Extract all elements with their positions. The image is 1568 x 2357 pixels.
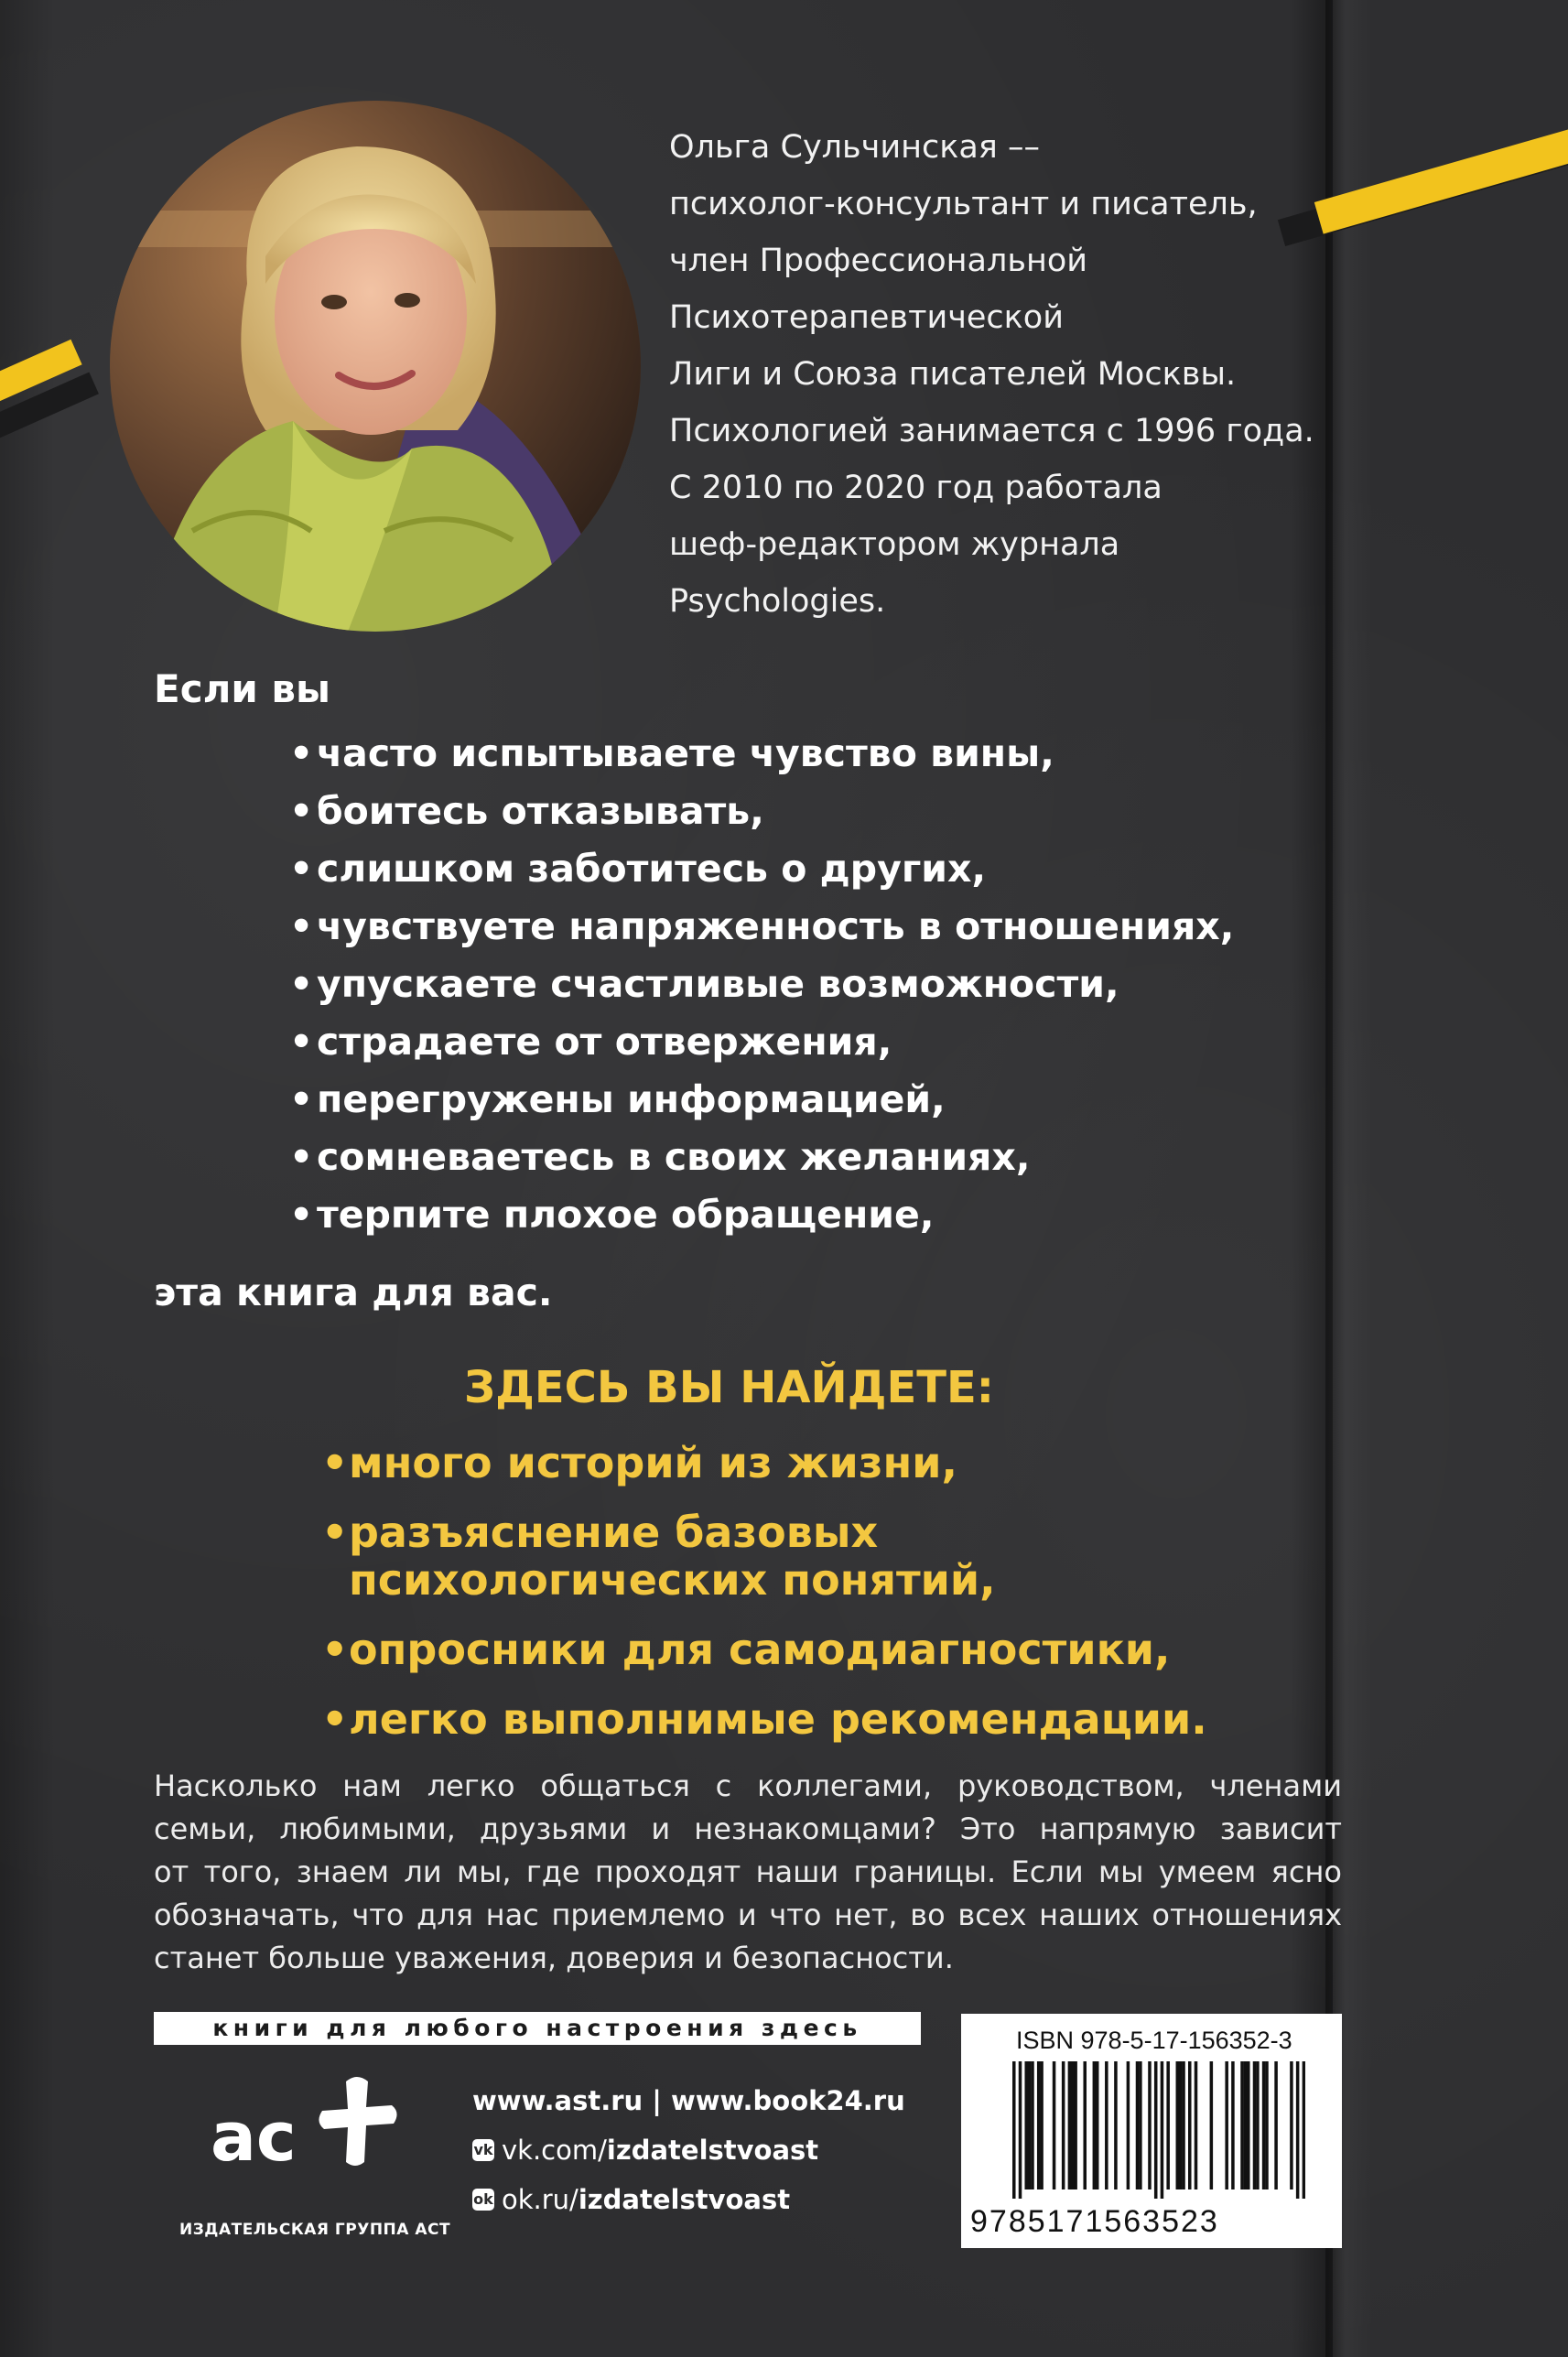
find-here-list: [321, 1438, 1207, 1765]
bio-line: психолог-консультант и писатель,: [669, 186, 1258, 222]
list-item: [289, 1131, 1234, 1189]
ok-icon: ok: [472, 2189, 494, 2211]
barcode-bar: [1253, 2061, 1257, 2189]
bio-line: Психотерапевтической: [669, 299, 1064, 336]
barcode-bar: [1062, 2061, 1065, 2189]
ok-handle: izdatelstvoast: [578, 2184, 791, 2215]
barcode-bar: [1028, 2061, 1032, 2189]
barcode-bar: [1188, 2061, 1192, 2189]
barcode-bar: [1071, 2061, 1075, 2189]
bullet-icon: •: [289, 789, 314, 833]
list-item: [321, 1694, 1207, 1744]
bullet-icon: •: [289, 904, 314, 948]
isbn-label: ISBN 978-5-17-156352-3: [1016, 2027, 1292, 2054]
barcode-bar: [1247, 2061, 1250, 2189]
bullet-icon: •: [289, 731, 314, 775]
paragraph-line: станет больше уважения, доверия и безопасности.: [154, 1941, 954, 1975]
paragraph-line: Насколько нам легко общаться с коллегами, руководством, членами: [154, 1768, 1342, 1803]
website-links[interactable]: www.ast.ru | www.book24.ru: [472, 2085, 905, 2116]
list-item: [289, 785, 1234, 843]
barcode-bar: [1274, 2061, 1278, 2189]
vk-prefix: vk.com/: [502, 2135, 607, 2166]
list-item-text: разъяснение базовых: [349, 1508, 879, 1557]
bullet-icon: •: [289, 1193, 314, 1237]
barcode-icon: [1012, 2061, 1305, 2199]
list-item-text: страдаете от отвержения,: [317, 1020, 892, 1064]
ok-prefix: ok.ru/: [502, 2184, 579, 2215]
bullet-icon: •: [289, 962, 314, 1006]
list-item: [289, 1016, 1234, 1074]
barcode-bar: [1012, 2061, 1016, 2199]
barcode-bar: [1019, 2061, 1022, 2199]
bio-line: Лиги и Союза писателей Москвы.: [669, 356, 1237, 393]
barcode-bar: [1265, 2061, 1269, 2189]
barcode-bar: [1240, 2061, 1244, 2189]
barcode-bar: [1093, 2061, 1097, 2189]
list-item: [289, 901, 1235, 958]
bullet-icon: •: [289, 847, 314, 891]
vk-icon: vk: [472, 2139, 494, 2161]
barcode-bar: [1096, 2061, 1099, 2189]
list-item: [289, 1074, 1234, 1131]
find-here-heading: ЗДЕСЬ ВЫ НАЙДЕТЕ:: [464, 1362, 994, 1413]
bullet-icon: •: [289, 1020, 314, 1064]
barcode-bar: [1179, 2061, 1183, 2189]
list-item-text: психологических понятий,: [349, 1555, 996, 1605]
if-you-conclusion: эта книга для вас.: [154, 1270, 553, 1314]
barcode-bar: [1031, 2061, 1034, 2189]
barcode-bar: [1225, 2061, 1228, 2189]
paragraph-line: обозначать, что для нас приемлемо и что нет, во всех наших отношениях: [154, 1897, 1342, 1932]
barcode-bar: [1024, 2061, 1028, 2189]
barcode-bar: [1105, 2061, 1108, 2189]
barcode-bar: [1148, 2061, 1152, 2189]
list-item-text: перегружены информацией,: [317, 1077, 946, 1121]
vk-link[interactable]: [472, 2135, 905, 2166]
bullet-icon: •: [321, 1438, 349, 1487]
barcode-bar: [1256, 2061, 1260, 2189]
logo-letters: ас: [211, 2098, 297, 2171]
if-you-heading: Если вы: [154, 666, 330, 711]
list-item-text: опросники для самодиагностики,: [349, 1625, 1171, 1674]
barcode-bar: [1231, 2061, 1235, 2189]
paragraph-line: от того, знаем ли мы, где проходят наши границы. Если мы умеем ясно: [154, 1854, 1342, 1889]
ok-link[interactable]: [472, 2184, 905, 2215]
barcode-bar: [1074, 2061, 1077, 2189]
barcode-bar: [1182, 2061, 1185, 2189]
author-bio: [669, 119, 1365, 630]
list-item-text: слишком заботитесь о других,: [317, 847, 987, 891]
bio-line: Psychologies.: [669, 583, 886, 620]
slogan-banner: книги для любого настроения здесь: [154, 2012, 921, 2045]
barcode-bar: [1166, 2061, 1170, 2189]
barcode-bar: [1040, 2061, 1044, 2189]
list-item-text: терпите плохое обращение,: [317, 1193, 935, 1237]
description-paragraph: [154, 1765, 1342, 1980]
author-photo-illustration: [110, 101, 641, 632]
barcode-bar: [1053, 2061, 1056, 2189]
list-item-text: чувствуете напряженность в отношениях,: [317, 904, 1235, 948]
barcode-bar: [1068, 2061, 1072, 2189]
bio-line: С 2010 по 2020 год работала: [669, 470, 1162, 506]
bullet-icon: •: [321, 1694, 349, 1744]
list-item: [321, 1438, 1207, 1487]
barcode-bar: [1161, 2061, 1164, 2199]
paragraph-line: семьи, любимыми, друзьями и незнакомцами? Это напрямую зависит: [154, 1811, 1342, 1846]
list-item: [289, 958, 1234, 1016]
bullet-icon: •: [321, 1508, 349, 1557]
publisher-links: [472, 2085, 905, 2215]
ast-logo-icon: [209, 2070, 401, 2171]
list-item-text: часто испытываете чувство вины,: [317, 731, 1054, 775]
bio-line: шеф-редактором журнала: [669, 526, 1120, 563]
list-item: [289, 1189, 1234, 1247]
barcode-bar: [1154, 2061, 1158, 2199]
list-item: [289, 843, 1234, 901]
list-item: [321, 1508, 1207, 1605]
isbn-digits: 9785171563523: [970, 2204, 1219, 2239]
logo-cross-shape: [319, 2077, 396, 2166]
list-item-text: упускаете счастливые возможности,: [317, 962, 1119, 1006]
bio-line: член Профессиональной: [669, 243, 1088, 279]
list-item-text: много историй из жизни,: [349, 1438, 958, 1487]
barcode-bar: [1195, 2061, 1198, 2189]
barcode-bar: [1296, 2061, 1300, 2199]
bullet-icon: •: [289, 1135, 314, 1179]
barcode-bar: [1037, 2061, 1041, 2189]
barcode-bar: [1210, 2061, 1214, 2189]
bio-line: Психологией занимается с 1996 года.: [669, 413, 1314, 449]
vk-handle: izdatelstvoast: [606, 2135, 819, 2166]
barcode-bar: [1083, 2061, 1087, 2189]
barcode-bar: [1176, 2061, 1180, 2189]
barcode-bar: [1290, 2061, 1293, 2189]
barcode-bar: [1139, 2061, 1142, 2189]
bio-line: Ольга Сульчинская ––: [669, 129, 1040, 166]
barcode-bar: [1262, 2061, 1266, 2189]
author-photo: [110, 101, 641, 632]
barcode-bar: [1244, 2061, 1248, 2189]
list-item-text: сомневаетесь в своих желаниях,: [317, 1135, 1031, 1179]
list-item: [289, 728, 1234, 785]
bullet-icon: •: [321, 1625, 349, 1674]
barcode-bar: [1136, 2061, 1140, 2189]
barcode-bar: [1114, 2061, 1118, 2189]
barcode-bar: [1127, 2061, 1130, 2189]
if-you-list: [289, 728, 1235, 1247]
list-item: [321, 1625, 1207, 1674]
publisher-name: ИЗДАТЕЛЬСКАЯ ГРУППА АСТ: [179, 2221, 451, 2239]
isbn-barcode-box: [961, 2014, 1342, 2248]
list-item-text: легко выполнимые рекомендации.: [349, 1694, 1207, 1744]
bullet-icon: •: [289, 1077, 314, 1121]
list-item-text: боитесь отказывать,: [317, 789, 764, 833]
barcode-bar: [1303, 2061, 1305, 2199]
